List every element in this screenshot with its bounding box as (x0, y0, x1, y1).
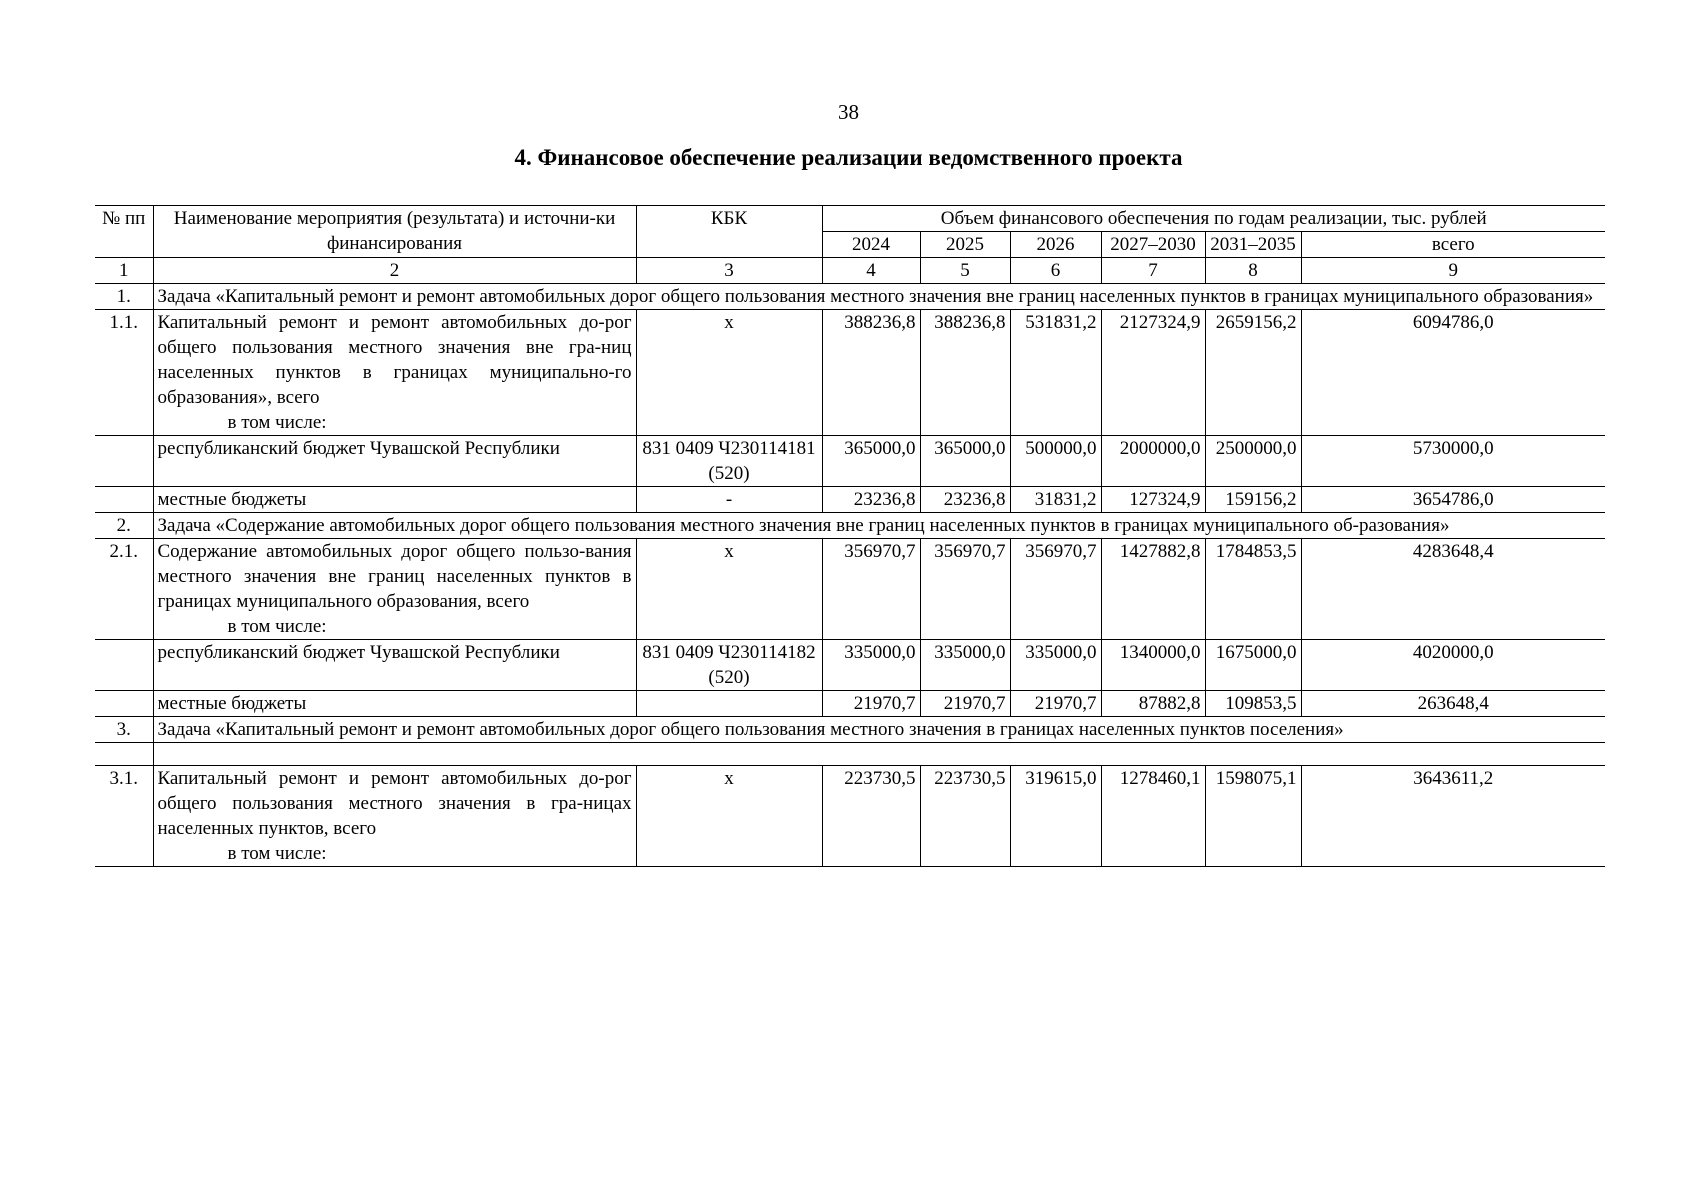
task-number: 2. (95, 513, 153, 539)
total-cell: 263648,4 (1301, 691, 1605, 717)
item-row (95, 539, 1605, 640)
header-row (95, 206, 1605, 232)
item-number: 1.1. (95, 310, 153, 436)
value-cell: 21970,7 (920, 691, 1010, 717)
kbk-cell (636, 691, 822, 717)
task-text: Задача «Капитальный ремонт и ремонт автомобильных дорог общего пользования местного значения вне границ населенных пунктов в границах муниципального образования» (153, 284, 1605, 310)
value-cell: 2500000,0 (1205, 436, 1301, 487)
value-cell: 109853,5 (1205, 691, 1301, 717)
value-cell: 21970,7 (1010, 691, 1101, 717)
total-cell: 3643611,2 (1301, 766, 1605, 867)
value-cell: 87882,8 (1101, 691, 1205, 717)
kbk-cell: х (636, 539, 822, 640)
source-name: местные бюджеты (153, 487, 636, 513)
total-cell: 5730000,0 (1301, 436, 1605, 487)
item-name-cell (153, 310, 636, 436)
header-name: Наименование мероприятия (результата) и источни-ки финансирования (153, 206, 636, 258)
empty-cell (95, 436, 153, 487)
value-cell: 335000,0 (920, 640, 1010, 691)
value-cell: 1427882,8 (1101, 539, 1205, 640)
source-name: республиканский бюджет Чувашской Республики (153, 640, 636, 691)
total-cell: 6094786,0 (1301, 310, 1605, 436)
value-cell: 500000,0 (1010, 436, 1101, 487)
item-number: 3.1. (95, 766, 153, 867)
financing-table (95, 205, 1605, 867)
value-cell: 1598075,1 (1205, 766, 1301, 867)
item-name-cell (153, 539, 636, 640)
task-row (95, 513, 1605, 539)
value-cell: 388236,8 (920, 310, 1010, 436)
header-year: 2026 (1010, 232, 1101, 258)
item-name: Капитальный ремонт и ремонт автомобильных до-рог общего пользования местного значения вне гра-ниц населенных пунктов в границах муниципально-го образования», всего (157, 312, 632, 408)
task-text: Задача «Капитальный ремонт и ремонт автомобильных дорог общего пользования местного значения в границах населенных пунктов поселения» (153, 717, 1605, 743)
value-cell: 2127324,9 (1101, 310, 1205, 436)
column-numbers-row (95, 258, 1605, 284)
value-cell: 1278460,1 (1101, 766, 1205, 867)
empty-cell (153, 743, 1605, 766)
value-cell: 223730,5 (920, 766, 1010, 867)
page-title: 4. Финансовое обеспечение реализации ведомственного проекта (514, 145, 1183, 170)
col-number: 3 (636, 258, 822, 284)
header-year: 2024 (822, 232, 920, 258)
item-number: 2.1. (95, 539, 153, 640)
kbk-cell: - (636, 487, 822, 513)
item-sub-label: в том числе: (227, 843, 327, 864)
item-row (95, 310, 1605, 436)
source-row (95, 691, 1605, 717)
kbk-cell: х (636, 310, 822, 436)
value-cell: 388236,8 (822, 310, 920, 436)
source-name: республиканский бюджет Чувашской Республики (153, 436, 636, 487)
task-row (95, 717, 1605, 743)
empty-row (95, 743, 1605, 766)
empty-cell (95, 743, 153, 766)
col-number: 9 (1301, 258, 1605, 284)
value-cell: 356970,7 (822, 539, 920, 640)
value-cell: 1340000,0 (1101, 640, 1205, 691)
task-number: 1. (95, 284, 153, 310)
col-number: 7 (1101, 258, 1205, 284)
item-sub-label: в том числе: (227, 412, 327, 433)
header-volume: Объем финансового обеспечения по годам реализации, тыс. рублей (822, 206, 1605, 232)
item-name: Содержание автомобильных дорог общего пользо-вания местного значения вне границ населенных пунктов в границах муниципального образования, всего (157, 541, 632, 612)
value-cell: 356970,7 (920, 539, 1010, 640)
col-number: 5 (920, 258, 1010, 284)
task-text: Задача «Содержание автомобильных дорог общего пользования местного значения вне границ населенных пунктов в границах муниципального об-разования» (153, 513, 1605, 539)
value-cell: 531831,2 (1010, 310, 1101, 436)
col-number: 8 (1205, 258, 1301, 284)
col-number: 2 (153, 258, 636, 284)
page-number: 38 (838, 100, 859, 124)
source-row (95, 640, 1605, 691)
source-row (95, 487, 1605, 513)
item-name: Капитальный ремонт и ремонт автомобильных до-рог общего пользования местного значения в гра-ницах населенных пунктов, всего (157, 768, 632, 839)
col-number: 4 (822, 258, 920, 284)
task-row (95, 284, 1605, 310)
kbk-cell: 831 0409 Ч230114181 (520) (636, 436, 822, 487)
value-cell: 127324,9 (1101, 487, 1205, 513)
item-row (95, 766, 1605, 867)
task-number: 3. (95, 717, 153, 743)
value-cell: 319615,0 (1010, 766, 1101, 867)
value-cell: 2659156,2 (1205, 310, 1301, 436)
source-row (95, 436, 1605, 487)
total-cell: 3654786,0 (1301, 487, 1605, 513)
value-cell: 2000000,0 (1101, 436, 1205, 487)
source-name: местные бюджеты (153, 691, 636, 717)
col-number: 6 (1010, 258, 1101, 284)
empty-cell (95, 640, 153, 691)
empty-cell (95, 487, 153, 513)
header-year: 2031–2035 (1205, 232, 1301, 258)
value-cell: 31831,2 (1010, 487, 1101, 513)
header-num: № пп (95, 206, 153, 258)
header-year: 2027–2030 (1101, 232, 1205, 258)
kbk-cell: 831 0409 Ч230114182 (520) (636, 640, 822, 691)
header-total: всего (1301, 232, 1605, 258)
value-cell: 23236,8 (822, 487, 920, 513)
value-cell: 365000,0 (920, 436, 1010, 487)
item-name-cell (153, 766, 636, 867)
value-cell: 335000,0 (1010, 640, 1101, 691)
value-cell: 1784853,5 (1205, 539, 1301, 640)
value-cell: 365000,0 (822, 436, 920, 487)
header-year: 2025 (920, 232, 1010, 258)
header-kbk: КБК (636, 206, 822, 258)
value-cell: 223730,5 (822, 766, 920, 867)
value-cell: 356970,7 (1010, 539, 1101, 640)
col-number: 1 (95, 258, 153, 284)
item-sub-label: в том числе: (227, 616, 327, 637)
value-cell: 335000,0 (822, 640, 920, 691)
total-cell: 4020000,0 (1301, 640, 1605, 691)
kbk-cell: х (636, 766, 822, 867)
empty-cell (95, 691, 153, 717)
value-cell: 1675000,0 (1205, 640, 1301, 691)
total-cell: 4283648,4 (1301, 539, 1605, 640)
value-cell: 23236,8 (920, 487, 1010, 513)
value-cell: 21970,7 (822, 691, 920, 717)
value-cell: 159156,2 (1205, 487, 1301, 513)
